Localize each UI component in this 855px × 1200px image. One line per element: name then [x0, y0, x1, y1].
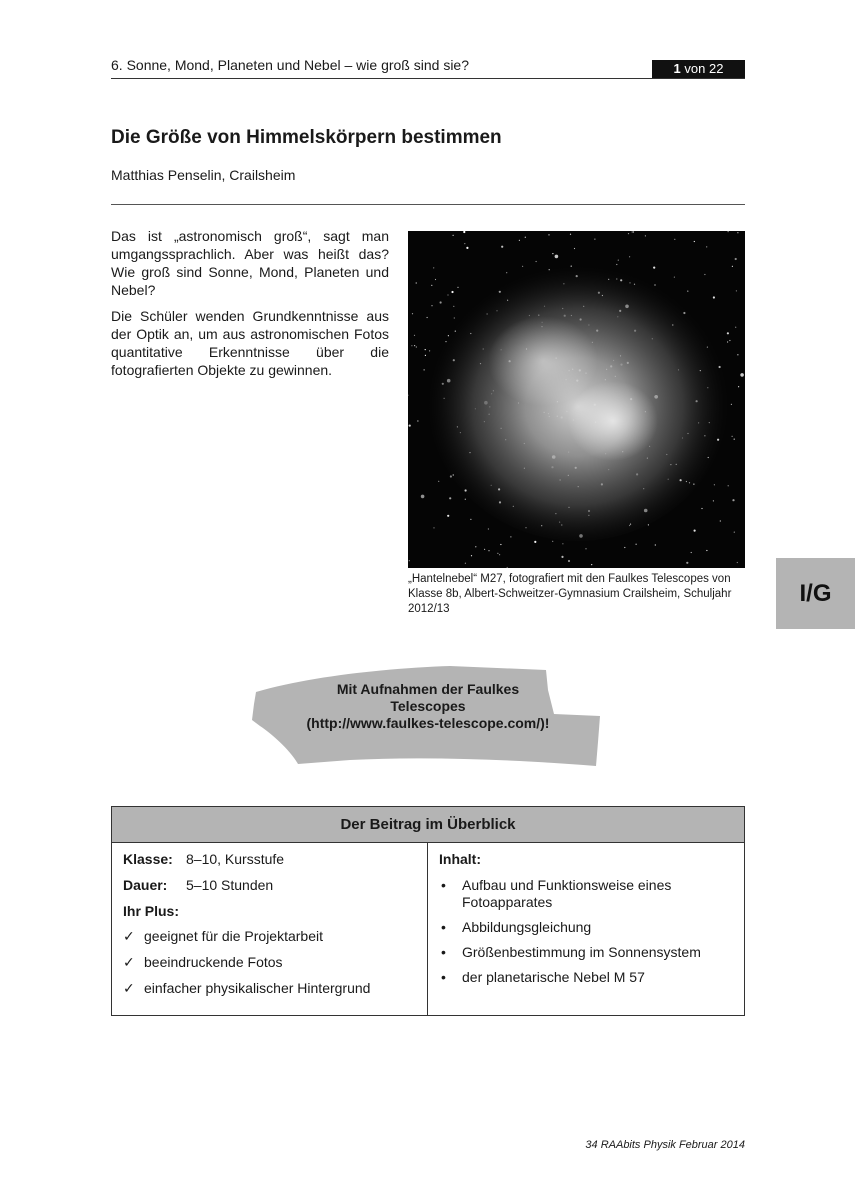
- star: [706, 550, 707, 551]
- star: [475, 546, 476, 547]
- star: [417, 420, 418, 421]
- star: [463, 231, 465, 233]
- star: [451, 291, 453, 293]
- title-rule: [111, 204, 745, 205]
- check-icon: ✓: [123, 928, 135, 944]
- star: [736, 290, 737, 291]
- star: [522, 266, 523, 267]
- star: [655, 544, 656, 545]
- plus-item-text: beeindruckende Fotos: [144, 954, 283, 970]
- star: [574, 248, 575, 249]
- star: [427, 317, 428, 318]
- star: [568, 560, 570, 562]
- header-title: 6. Sonne, Mond, Planeten und Nebel – wie groß sind sie?: [111, 57, 470, 73]
- overview-title: Der Beitrag im Überblick: [112, 807, 744, 843]
- plus-item-text: einfacher physikalischer Hintergrund: [144, 980, 371, 996]
- star: [734, 439, 735, 440]
- header-rule: [111, 78, 745, 79]
- star: [500, 544, 501, 545]
- overview-box: [111, 806, 745, 1016]
- plus-item: [123, 928, 416, 945]
- star: [506, 272, 507, 273]
- star: [470, 519, 471, 520]
- content-item-text: der planetarische Nebel M 57: [462, 969, 645, 985]
- dauer-label: Dauer:: [123, 877, 168, 893]
- content-item: [439, 944, 733, 961]
- star: [686, 562, 688, 564]
- plus-label: Ihr Plus:: [123, 903, 180, 919]
- star: [438, 481, 439, 482]
- star: [453, 235, 454, 236]
- star: [440, 301, 442, 303]
- plus-item: [123, 954, 416, 971]
- star: [735, 258, 737, 260]
- star: [465, 499, 466, 500]
- star: [425, 355, 426, 356]
- content-item-text: Größenbestimmung im Sonnensystem: [462, 944, 701, 960]
- star: [728, 485, 729, 486]
- star: [727, 341, 728, 342]
- star: [484, 549, 485, 550]
- banner-line-2: Telescopes: [390, 698, 466, 714]
- check-icon: ✓: [123, 980, 135, 996]
- nebula-lobe-right: [568, 381, 658, 461]
- banner-line-3: (http://www.faulkes-telescope.com/)!: [306, 715, 550, 731]
- star: [409, 425, 411, 427]
- star: [454, 317, 455, 318]
- banner-text: [268, 681, 588, 732]
- star: [694, 530, 696, 532]
- star: [449, 497, 451, 499]
- star: [536, 261, 537, 262]
- bullet-icon: •: [441, 919, 446, 935]
- star: [548, 234, 549, 235]
- intro-paragraph-2: Die Schüler wenden Grundkenntnisse aus der Optik an, um aus astronomischen Fotos quantitative Erkenntnisse über die fotografierten Objekte zu gewinnen.: [111, 308, 389, 378]
- star: [737, 562, 738, 563]
- overview-right-column: [428, 843, 744, 1015]
- star: [457, 287, 458, 288]
- star: [465, 563, 466, 564]
- star: [464, 243, 465, 244]
- star: [552, 541, 553, 542]
- overview-body: [112, 843, 744, 1015]
- star: [674, 277, 675, 278]
- star: [701, 508, 702, 509]
- nebula-photo: [408, 231, 745, 568]
- star: [618, 260, 619, 261]
- star: [616, 264, 617, 265]
- star: [424, 369, 425, 370]
- star: [488, 528, 489, 529]
- star: [732, 499, 734, 501]
- star: [425, 349, 426, 350]
- bullet-icon: •: [441, 969, 446, 985]
- star: [674, 239, 675, 240]
- page-current: 1: [673, 61, 681, 76]
- star: [585, 548, 586, 549]
- star: [519, 240, 520, 241]
- star: [421, 495, 425, 499]
- star: [727, 332, 729, 334]
- star: [510, 536, 511, 537]
- star: [433, 267, 434, 268]
- star: [414, 345, 415, 346]
- star: [501, 246, 503, 248]
- star: [728, 231, 729, 232]
- content-item: [439, 877, 733, 911]
- star: [466, 247, 468, 249]
- star: [552, 253, 553, 254]
- star: [555, 255, 559, 259]
- star: [704, 274, 705, 275]
- bullet-icon: •: [441, 877, 446, 893]
- star: [720, 520, 721, 521]
- star: [471, 555, 472, 556]
- star: [734, 532, 735, 533]
- star: [570, 234, 571, 235]
- star: [706, 246, 707, 247]
- page-indicator: [652, 60, 745, 78]
- star: [633, 231, 634, 232]
- plus-item-text: geeignet für die Projektarbeit: [144, 928, 323, 944]
- dauer-value: 5–10 Stunden: [186, 877, 274, 893]
- photo-caption: „Hantelnebel“ M27, fotografiert mit den Faulkes Telescopes von Klasse 8b, Albert-Schweitzer-Gymnasium Crailsheim, Schuljahr 2012/13: [408, 573, 732, 615]
- star: [594, 239, 595, 240]
- check-icon: ✓: [123, 954, 135, 970]
- star: [416, 346, 417, 347]
- overview-left-column: [112, 843, 428, 1015]
- star: [694, 241, 695, 242]
- star: [629, 256, 630, 257]
- star: [431, 285, 432, 286]
- star: [636, 544, 637, 545]
- star: [628, 233, 629, 234]
- star: [435, 279, 436, 280]
- star: [499, 554, 500, 555]
- star: [411, 345, 412, 346]
- page-total: von 22: [684, 61, 724, 76]
- star: [735, 327, 736, 328]
- klasse-value: 8–10, Kursstufe: [186, 851, 285, 867]
- star: [738, 386, 739, 387]
- content-label: Inhalt:: [439, 851, 481, 867]
- bullet-icon: •: [441, 944, 446, 960]
- star: [409, 560, 410, 561]
- star: [561, 556, 563, 558]
- star: [713, 500, 714, 501]
- star: [534, 541, 536, 543]
- star: [691, 552, 692, 553]
- footer-text: 34 RAAbits Physik Februar 2014: [585, 1139, 745, 1151]
- content-item-text: Abbildungsgleichung: [462, 919, 592, 935]
- star: [416, 282, 417, 283]
- star: [740, 373, 744, 377]
- star: [645, 235, 646, 236]
- star: [525, 237, 526, 238]
- star: [714, 484, 715, 485]
- klasse-label: Klasse:: [123, 851, 173, 867]
- star: [447, 515, 449, 517]
- star: [447, 294, 448, 295]
- section-tab: I/G: [776, 558, 855, 629]
- star: [624, 547, 625, 548]
- intro-paragraph-1: Das ist „astronomisch groß“, sagt man umgangssprachlich. Aber was heißt das? Wie groß sind Sonne, Mond, Planeten und Nebel?: [111, 228, 389, 298]
- star: [412, 313, 413, 314]
- star: [653, 267, 655, 269]
- star: [433, 527, 434, 528]
- star: [737, 354, 738, 355]
- star: [732, 266, 733, 267]
- content-item-text: Aufbau und Funktionsweise eines Fotoapparates: [462, 877, 672, 910]
- document-title: Die Größe von Himmelskörpern bestimmen: [111, 127, 502, 148]
- content-item: [439, 969, 733, 986]
- star: [453, 306, 454, 307]
- star: [713, 296, 715, 298]
- star: [737, 232, 738, 233]
- star: [731, 404, 732, 405]
- star: [497, 553, 498, 554]
- star: [591, 564, 592, 565]
- star: [729, 340, 730, 341]
- plus-item: [123, 980, 416, 997]
- dauer-row: [123, 877, 416, 894]
- intro-text: [111, 227, 389, 387]
- star: [488, 550, 489, 551]
- star: [414, 335, 415, 336]
- star: [429, 350, 430, 351]
- author-line: Matthias Penselin, Crailsheim: [111, 167, 296, 183]
- klasse-row: [123, 851, 416, 868]
- star: [562, 543, 563, 544]
- banner-line-1: Mit Aufnahmen der Faulkes: [336, 681, 520, 697]
- star: [732, 436, 733, 437]
- star: [632, 231, 633, 232]
- star: [687, 291, 688, 292]
- content-item: [439, 919, 733, 936]
- star: [431, 305, 432, 306]
